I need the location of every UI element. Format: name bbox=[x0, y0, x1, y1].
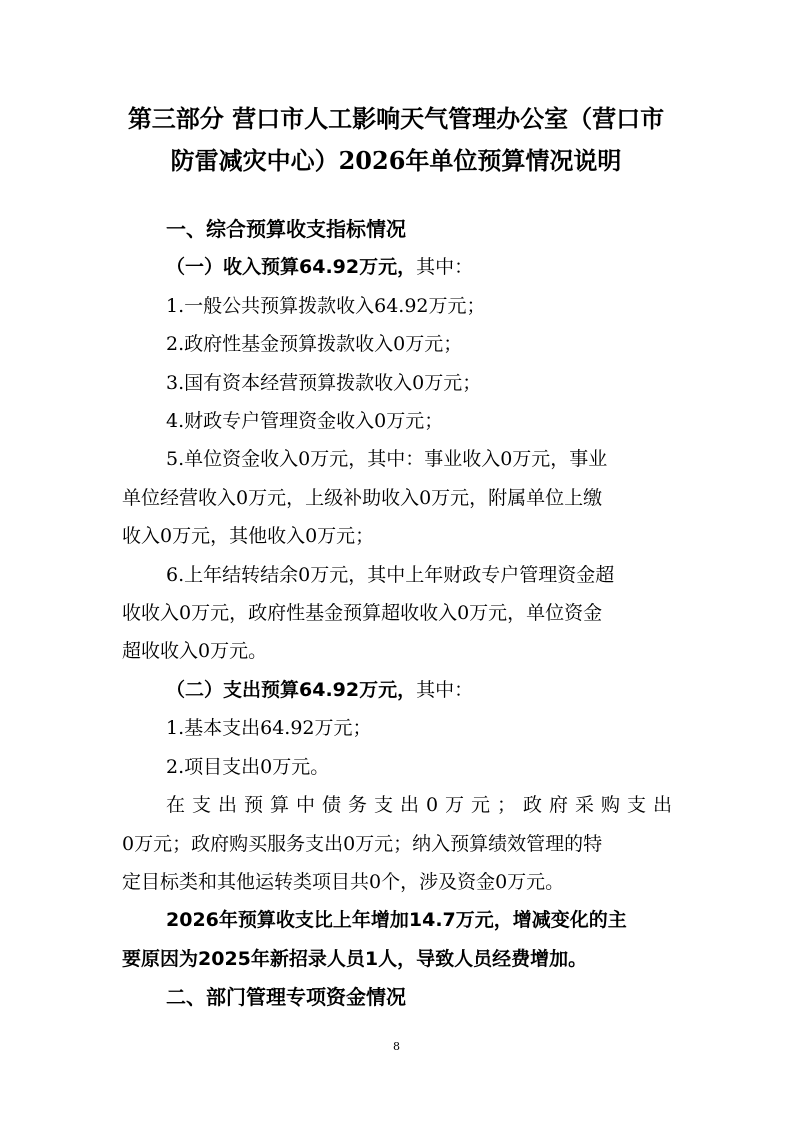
section-heading-budget-overview: 一、综合预算收支指标情况 bbox=[166, 217, 406, 241]
income-item-4: 4.财政专户管理资金收入0万元； bbox=[166, 410, 444, 433]
expense-note-line-2: 0万元；政府购买服务支出0万元；纳入预算绩效管理的特 bbox=[122, 832, 603, 855]
income-heading-bold: （一）收入预算64.92万元， bbox=[166, 256, 417, 279]
income-item-2: 2.政府性基金预算拨款收入0万元； bbox=[166, 333, 463, 356]
section-heading-special-funds: 二、部门管理专项资金情况 bbox=[166, 985, 406, 1010]
expense-heading bbox=[122, 671, 672, 709]
income-item-1: 1.一般公共预算拨款收入64.92万元； bbox=[166, 294, 486, 317]
income-heading-rest: 其中： bbox=[416, 256, 474, 279]
income-item-5-line-1: 5.单位资金收入0万元，其中：事业收入0万元，事业 bbox=[166, 448, 608, 471]
title-line-1: 第三部分 营口市人工影响天气管理办公室（营口市 bbox=[127, 104, 665, 133]
income-item-5-line-3: 收入0万元，其他收入0万元； bbox=[122, 525, 375, 548]
budget-change-line-1: 2026年预算收支比上年增加14.7万元，增减变化的主 bbox=[166, 909, 627, 932]
income-heading bbox=[122, 248, 672, 286]
page-number: 8 bbox=[393, 1040, 400, 1053]
budget-change-line-2: 要原因为2025年新招录人员1人，导致人员经费增加。 bbox=[122, 947, 588, 970]
income-item-6-line-2: 收收入0万元，政府性基金预算超收收入0万元，单位资金 bbox=[122, 602, 603, 625]
income-item-6-line-1: 6.上年结转结余0万元，其中上年财政专户管理资金超 bbox=[166, 563, 615, 586]
expense-heading-bold: （二）支出预算64.92万元， bbox=[166, 678, 417, 701]
income-item-3: 3.国有资本经营预算拨款收入0万元； bbox=[166, 371, 482, 394]
expense-heading-rest: 其中： bbox=[416, 678, 474, 701]
expense-item-2: 2.项目支出0万元。 bbox=[166, 755, 330, 778]
expense-note-line-3: 定目标类和其他运转类项目共0个，涉及资金0万元。 bbox=[122, 870, 565, 893]
document-body bbox=[122, 210, 672, 1017]
title-line-2: 防雷减灾中心）2026年单位预算情况说明 bbox=[170, 146, 622, 175]
expense-item-1: 1.基本支出64.92万元； bbox=[166, 717, 372, 740]
expense-note-line-1: 在支出预算中债务支出0万元；政府采购支出 bbox=[166, 794, 672, 817]
income-item-5-line-2: 单位经营收入0万元，上级补助收入0万元，附属单位上缴 bbox=[122, 486, 603, 509]
income-item-6-line-3: 超收收入0万元。 bbox=[122, 640, 268, 663]
page-title bbox=[118, 98, 674, 182]
